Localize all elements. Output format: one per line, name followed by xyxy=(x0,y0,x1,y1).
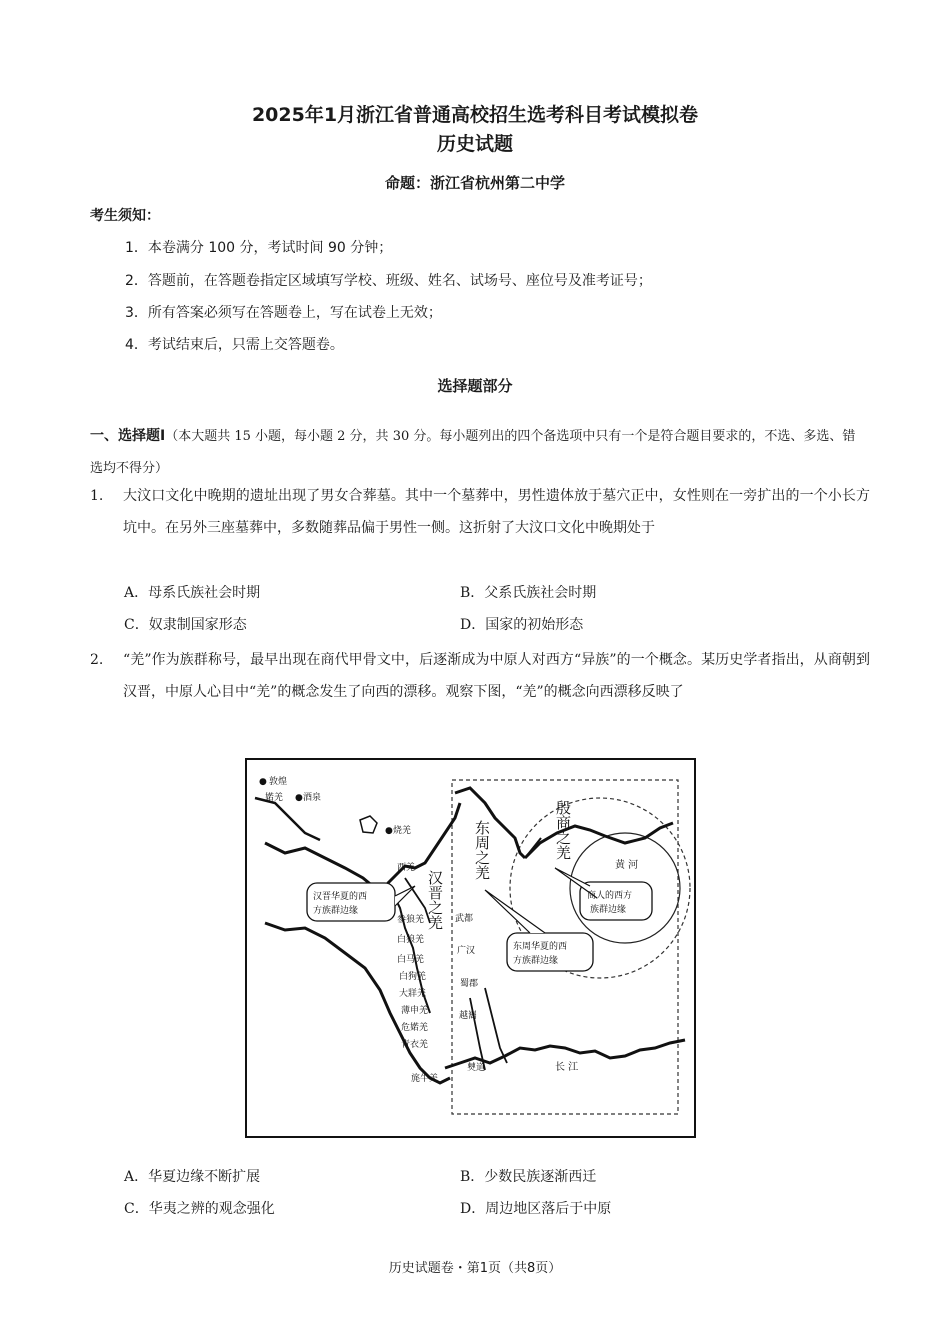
notice-item: 4．考试结束后，只需上交答题卷。 xyxy=(125,337,344,353)
page-footer: 历史试题卷・第1页（共8页） xyxy=(388,1261,562,1276)
place-huanghe: 黄 河 xyxy=(615,860,639,871)
tribe-label: 白马羌 xyxy=(397,955,425,965)
callout-text: 东周华夏的西 xyxy=(513,942,568,952)
notice-item: 1．本卷满分 100 分，考试时间 90 分钟； xyxy=(125,240,393,256)
question-number: 2. xyxy=(90,652,104,668)
question-number: 1. xyxy=(90,488,104,504)
place-shujun: 蜀郡 xyxy=(460,979,479,989)
callout-text: 方族群边缘 xyxy=(513,956,559,966)
place-guanghan: 广汉 xyxy=(457,946,476,956)
option-a: A．华夏边缘不断扩展 xyxy=(124,1169,261,1185)
option-b: B．父系氏族社会时期 xyxy=(460,585,597,601)
place-xiqiang: 西羌 xyxy=(397,863,416,873)
place-shaoqiang: 烧羌 xyxy=(393,826,412,836)
tribe-label: 白狗羌 xyxy=(399,972,427,982)
question-2 xyxy=(90,644,870,708)
label-yinshang-qiang: 殷商之羌 xyxy=(554,800,572,860)
dot-icon: ● xyxy=(385,826,393,836)
option-a: A．母系氏族社会时期 xyxy=(124,585,261,601)
place-bodao: 僰道 xyxy=(467,1063,486,1073)
callout-text: 商人的西方 xyxy=(587,891,633,901)
option-c: C．华夷之辨的观念强化 xyxy=(124,1201,275,1217)
place-yuesui: 越巂 xyxy=(459,1011,478,1021)
tribe-label: 薄申羌 xyxy=(401,1006,429,1016)
label-hanjin-qiang: 汉晋之羌 xyxy=(426,870,444,930)
part-title: 一、选择题Ⅰ xyxy=(90,428,166,444)
exam-author: 命题：浙江省杭州第二中学 xyxy=(384,174,565,192)
dot-icon: ● xyxy=(295,793,303,803)
callout-text: 汉晋华夏的西 xyxy=(313,892,368,902)
question-stem: “羌”作为族群称号，最早出现在商代甲骨文中，后逐渐成为中原人对西方“异族”的一个概念。某历史学者指出，从商朝到汉晋，中原人心目中“羌”的概念发生了向西的漂移。观察下图，“羌”的概念向西漂移反映了 xyxy=(123,652,870,700)
tribe-label: 危婼羌 xyxy=(401,1023,429,1033)
tribe-label: 白狼羌 xyxy=(397,935,425,945)
question-1 xyxy=(90,480,870,544)
dot-icon: ● xyxy=(259,777,267,787)
part-instructions: （本大题共 15 小题，每小题 2 分，共 30 分。每小题列出的四个备选项中只有一个是符合题目要求的，不选、多选、错选均不得分） xyxy=(90,429,856,476)
tribe-label: 青衣羌 xyxy=(401,1040,429,1050)
section-title: 选择题部分 xyxy=(437,377,513,395)
callout-text: 方族群边缘 xyxy=(313,906,359,916)
label-dongzhou-qiang: 东周之羌 xyxy=(473,820,491,880)
exam-title: 2025年1月浙江省普通高校招生选考科目考试模拟卷 xyxy=(251,104,699,126)
notice-item: 3．所有答案必须写在答题卷上，写在试卷上无效； xyxy=(125,305,442,321)
option-c: C．奴隶制国家形态 xyxy=(124,617,247,633)
option-b: B．少数民族逐渐西迁 xyxy=(460,1169,597,1185)
place-changjiang: 长 江 xyxy=(555,1062,579,1073)
notice-title: 考生须知： xyxy=(90,208,160,224)
qiang-map xyxy=(245,758,696,1138)
exam-subject: 历史试题 xyxy=(436,133,513,155)
tribe-label: 旄牛羌 xyxy=(411,1074,439,1084)
tribe-label: 大牂羌 xyxy=(399,989,427,999)
question-stem: 大汶口文化中晚期的遗址出现了男女合葬墓。其中一个墓葬中，男性遗体放于墓穴正中，女性则在一旁扩出的一个小长方坑中。在另外三座墓葬中，多数随葬品偏于男性一侧。这折射了大汶口文化中晚期处于 xyxy=(123,488,870,536)
notice-item: 2．答题前，在答题卷指定区域填写学校、班级、姓名、试场号、座位号及准考证号； xyxy=(125,273,652,289)
place-dunhuang: 敦煌 xyxy=(269,777,288,787)
place-chuoqiang: 婼羌 xyxy=(265,793,284,803)
option-d: D．周边地区落后于中原 xyxy=(460,1201,612,1217)
tribe-label: 参狼羌 xyxy=(397,915,425,925)
callout-text: 族群边缘 xyxy=(590,905,627,915)
place-jiuquan: 酒泉 xyxy=(303,793,322,803)
map-figure xyxy=(245,758,696,1138)
part-heading xyxy=(90,420,865,485)
place-wudu: 武都 xyxy=(455,914,474,924)
option-d: D．国家的初始形态 xyxy=(460,617,584,633)
